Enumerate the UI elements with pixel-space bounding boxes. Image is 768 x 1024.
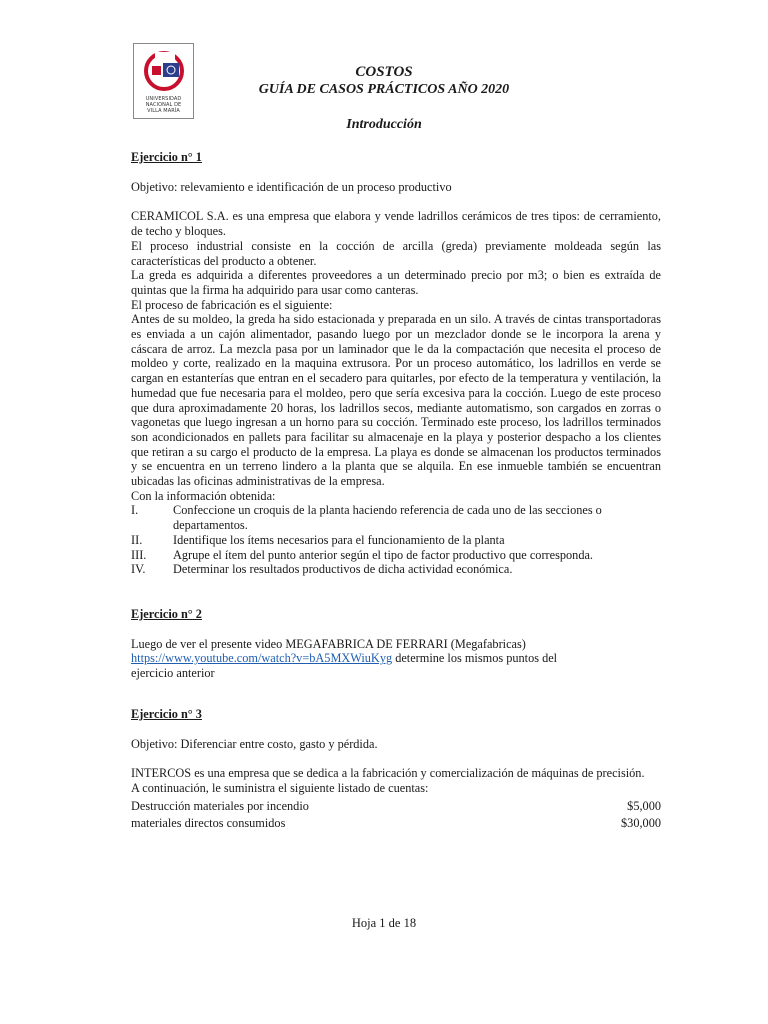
- list-item-number: II.: [131, 532, 143, 547]
- document-title: COSTOS: [355, 64, 413, 80]
- exercise-1-paragraph-4: El proceso de fabricación es el siguiente:: [131, 297, 333, 312]
- list-item-text: Agrupe el ítem del punto anterior según el tipo de factor productivo que corresponda.: [173, 547, 594, 562]
- account-amount: $5,000: [627, 798, 661, 813]
- exercise-2-heading: Ejercicio n° 2: [131, 606, 202, 621]
- exercise-1-paragraph-6: Con la información obtenida:: [131, 488, 276, 503]
- account-row: [131, 816, 661, 831]
- account-name: Destrucción materiales por incendio: [131, 798, 309, 813]
- exercise-3-heading: Ejercicio n° 3: [131, 706, 202, 721]
- list-item-number: III.: [131, 547, 147, 562]
- account-name: materiales directos consumidos: [131, 816, 286, 831]
- list-item-text: Identifique los ítems necesarios para el funcionamiento de la planta: [173, 532, 505, 547]
- exercise-1-objective: Objetivo: relevamiento e identificación de un proceso productivo: [131, 179, 452, 194]
- list-item: [131, 562, 661, 577]
- logo-text-line-3: VILLA MARÍA: [147, 108, 180, 114]
- list-item-text: Confeccione un croquis de la planta haciendo referencia de cada uno de las secciones o departamentos.: [173, 503, 602, 533]
- document-body: [131, 150, 661, 831]
- exercise-3-paragraph-1: INTERCOS es una empresa que se dedica a la fabricación y comercialización de máquinas de precisión.: [131, 766, 645, 781]
- exercise-2-line-2: [131, 651, 661, 666]
- logo-text-line-1: UNIVERSIDAD: [145, 96, 182, 102]
- exercise-1-paragraph-2: El proceso industrial consiste en la cocción de arcilla (greda) previamente moldeada según las características del producto a obtener.: [131, 238, 661, 268]
- list-item-text: Determinar los resultados productivos de dicha actividad económica.: [173, 562, 513, 577]
- list-item-number: I.: [131, 503, 139, 518]
- exercise-3-objective: Objetivo: Diferenciar entre costo, gasto y pérdida.: [131, 736, 378, 751]
- page-footer: Hoja 1 de 18: [351, 916, 417, 930]
- list-item: [131, 503, 661, 532]
- list-item: [131, 548, 661, 563]
- exercise-1-heading: Ejercicio n° 1: [131, 150, 202, 164]
- exercise-1-paragraph-3: La greda es adquirida a diferentes proveedores a un determinado precio por m3; o bien es extraída de quintas que la firma ha adquirido para usar como canteras.: [131, 268, 661, 297]
- exercise-1-paragraph-1: CERAMICOL S.A. es una empresa que elabora y vende ladrillos cerámicos de tres tipos: de cerramiento, de techo y bloques.: [131, 209, 661, 239]
- video-link[interactable]: https://www.youtube.com/watch?v=bA5MXWiuKyg: [131, 651, 393, 666]
- exercise-2-line-3: ejercicio anterior: [131, 666, 215, 681]
- list-item: [131, 533, 661, 548]
- account-row: [131, 799, 661, 814]
- exercise-2-line-1: Luego de ver el presente video MEGAFABRICA DE FERRARI (Megafabricas): [131, 636, 526, 651]
- account-amount: $30,000: [621, 816, 661, 831]
- section-title: Introducción: [346, 117, 422, 132]
- logo-text-line-2: NACIONAL DE: [145, 102, 182, 108]
- list-item-number: IV.: [131, 562, 146, 577]
- exercise-1-paragraph-5: Antes de su moldeo, la greda ha sido estacionada y preparada en un silo. A través de cintas transportadoras es enviada a un cajón alimentador, pasando luego por un mezclador donde se le incorpora la arena y cáscara de arroz. La mezcla pasa por un laminador que le da la compactación que necesita el proceso de moldeo y corte, realizado en la maquina extrusora. Por un proceso automático, los ladrillos en verde se cargan en estanterías que entran en el secadero para quitarles, por efecto de la temperatura y ventilación, la humedad que fue necesaria para el moldeo, pero que sería excesiva para la cocción. Luego de este proceso que dura aproximadamente 20 horas, los ladrillos secos, mediante automatismo, son cargados en zorras o vagonetas que luego ingresan a un horno para su cocción. Terminado este proceso, los ladrillos terminados son acondicionados en pallets para facilitar su almacenaje en la playa y posterior despacho a los clientes que retiran a su cargo el producto de la empresa. La playa es donde se almacenan los productos terminados y se encuentra en un terreno lindero a la planta que se alquila. En ese inmueble también se encuentran ubicadas las oficinas administrativas de la empresa.: [131, 312, 661, 489]
- exercise-2-after-link: determine los mismos puntos del: [392, 651, 558, 666]
- document-subtitle: GUÍA DE CASOS PRÁCTICOS AÑO 2020: [258, 82, 510, 97]
- university-logo: [133, 43, 194, 119]
- exercise-3-paragraph-2: A continuación, le suministra el siguiente listado de cuentas:: [131, 780, 429, 795]
